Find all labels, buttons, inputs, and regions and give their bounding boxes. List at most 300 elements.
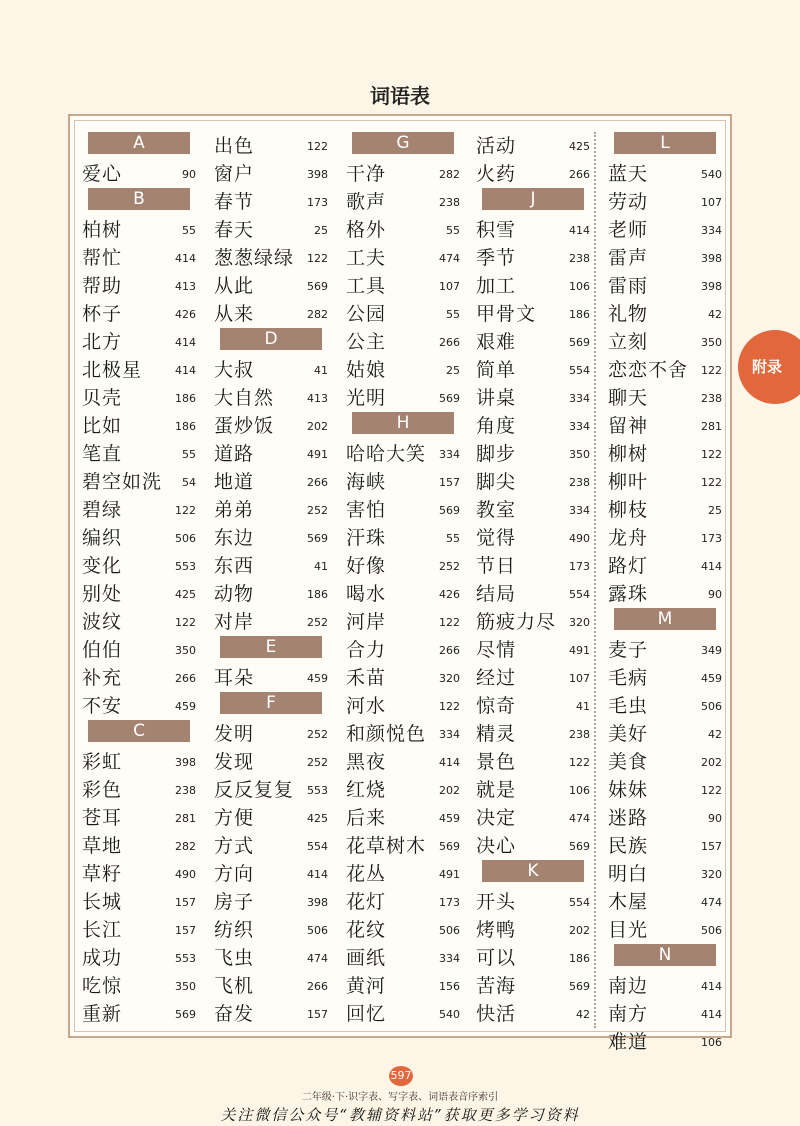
word-entry — [340, 468, 464, 496]
page-ref: 25 — [314, 224, 328, 237]
word-text: 禾苗 — [346, 667, 387, 689]
word-text: 露珠 — [608, 583, 649, 605]
word-text: 苦海 — [476, 975, 517, 997]
word-entry — [76, 524, 200, 552]
word-text: 教室 — [476, 499, 517, 521]
word-text: 变化 — [82, 555, 123, 577]
word-text: 重新 — [82, 1003, 123, 1025]
page-ref: 398 — [307, 168, 328, 181]
word-text: 彩虹 — [82, 751, 123, 773]
word-entry — [470, 496, 594, 524]
word-entry — [340, 244, 464, 272]
word-text: 公主 — [346, 331, 387, 353]
page-ref: 266 — [439, 644, 460, 657]
word-text: 长城 — [82, 891, 123, 913]
word-entry — [208, 608, 332, 636]
word-entry — [76, 888, 200, 916]
letter-header: B — [88, 188, 190, 210]
word-entry — [76, 552, 200, 580]
page-ref: 569 — [569, 980, 590, 993]
word-text: 觉得 — [476, 527, 517, 549]
word-entry — [208, 244, 332, 272]
page-ref: 122 — [175, 504, 196, 517]
word-entry — [470, 160, 594, 188]
page-ref: 55 — [446, 532, 460, 545]
word-text: 编织 — [82, 527, 123, 549]
word-entry — [208, 748, 332, 776]
page-ref: 173 — [439, 896, 460, 909]
word-entry — [602, 636, 726, 664]
word-text: 立刻 — [608, 331, 649, 353]
word-text: 筋疲力尽 — [476, 611, 557, 633]
word-text: 从来 — [214, 303, 255, 325]
word-entry — [340, 272, 464, 300]
word-text: 留神 — [608, 415, 649, 437]
page-ref: 414 — [439, 756, 460, 769]
word-entry — [470, 412, 594, 440]
page-ref: 202 — [439, 784, 460, 797]
word-text: 北极星 — [82, 359, 143, 381]
word-entry — [76, 412, 200, 440]
word-text: 惊奇 — [476, 695, 517, 717]
page-number: 597 — [389, 1066, 413, 1086]
word-text: 节日 — [476, 555, 517, 577]
word-entry — [602, 776, 726, 804]
word-entry — [76, 244, 200, 272]
word-text: 害怕 — [346, 499, 387, 521]
word-text: 妹妹 — [608, 779, 649, 801]
appendix-side-tab[interactable]: 附录 — [738, 330, 800, 404]
page-ref: 122 — [701, 364, 722, 377]
word-entry — [470, 832, 594, 860]
page-ref: 282 — [175, 840, 196, 853]
page-ref: 238 — [569, 252, 590, 265]
word-entry — [76, 636, 200, 664]
word-text: 蓝天 — [608, 163, 649, 185]
word-text: 大自然 — [214, 387, 275, 409]
page-ref: 41 — [314, 560, 328, 573]
page-ref: 334 — [569, 504, 590, 517]
word-entry — [340, 636, 464, 664]
word-entry — [340, 160, 464, 188]
word-entry — [340, 328, 464, 356]
page-ref: 459 — [439, 812, 460, 825]
word-entry — [340, 440, 464, 468]
page-ref: 553 — [307, 784, 328, 797]
letter-header: E — [220, 636, 322, 658]
word-entry — [208, 216, 332, 244]
page-ref: 41 — [314, 364, 328, 377]
word-text: 贝壳 — [82, 387, 123, 409]
page-ref: 55 — [182, 448, 196, 461]
word-text: 别处 — [82, 583, 123, 605]
word-entry — [340, 916, 464, 944]
word-text: 不安 — [82, 695, 123, 717]
page-ref: 350 — [175, 644, 196, 657]
word-text: 南边 — [608, 975, 649, 997]
word-text: 纺织 — [214, 919, 255, 941]
letter-header: K — [482, 860, 584, 882]
word-entry — [340, 972, 464, 1000]
page-ref: 266 — [569, 168, 590, 181]
word-text: 东边 — [214, 527, 255, 549]
page-ref: 414 — [307, 868, 328, 881]
word-text: 成功 — [82, 947, 123, 969]
page-ref: 122 — [439, 700, 460, 713]
letter-header: M — [614, 608, 716, 630]
page-ref: 506 — [307, 924, 328, 937]
footer-caption: 二年级·下·识字表、写字表、词语表音序索引 — [301, 1092, 499, 1103]
page-ref: 459 — [175, 700, 196, 713]
page-ref: 54 — [182, 476, 196, 489]
word-entry — [602, 188, 726, 216]
word-entry — [208, 888, 332, 916]
word-text: 花灯 — [346, 891, 387, 913]
word-entry — [340, 356, 464, 384]
word-text: 歌声 — [346, 191, 387, 213]
word-entry — [470, 972, 594, 1000]
page-ref: 569 — [307, 280, 328, 293]
word-entry — [208, 664, 332, 692]
letter-header: N — [614, 944, 716, 966]
word-text: 笔直 — [82, 443, 123, 465]
word-text: 可以 — [476, 947, 517, 969]
word-entry — [470, 636, 594, 664]
word-entry — [340, 1000, 464, 1028]
word-text: 活动 — [476, 135, 517, 157]
word-text: 飞虫 — [214, 947, 255, 969]
word-text: 火药 — [476, 163, 517, 185]
page-ref: 398 — [701, 280, 722, 293]
page-ref: 398 — [307, 896, 328, 909]
word-entry — [340, 664, 464, 692]
word-text: 喝水 — [346, 583, 387, 605]
word-entry — [470, 776, 594, 804]
word-entry — [340, 384, 464, 412]
word-text: 东西 — [214, 555, 255, 577]
word-entry — [470, 356, 594, 384]
page-ref: 252 — [439, 560, 460, 573]
page-ref: 553 — [175, 560, 196, 573]
word-text: 艰难 — [476, 331, 517, 353]
page-ref: 425 — [569, 140, 590, 153]
word-entry — [76, 1000, 200, 1028]
page-ref: 202 — [569, 924, 590, 937]
page-ref: 266 — [307, 980, 328, 993]
letter-header: C — [88, 720, 190, 742]
word-entry — [340, 552, 464, 580]
word-entry — [602, 720, 726, 748]
page-ref: 569 — [569, 336, 590, 349]
word-entry — [602, 384, 726, 412]
word-text: 龙舟 — [608, 527, 649, 549]
word-text: 吃惊 — [82, 975, 123, 997]
word-entry — [602, 272, 726, 300]
word-text: 毛病 — [608, 667, 649, 689]
word-text: 讲桌 — [476, 387, 517, 409]
word-text: 碧绿 — [82, 499, 123, 521]
word-entry — [470, 1000, 594, 1028]
word-text: 从此 — [214, 275, 255, 297]
word-text: 草地 — [82, 835, 123, 857]
word-text: 房子 — [214, 891, 255, 913]
word-text: 聊天 — [608, 387, 649, 409]
word-text: 杯子 — [82, 303, 123, 325]
word-text: 出色 — [214, 135, 255, 157]
word-text: 伯伯 — [82, 639, 123, 661]
word-entry — [470, 608, 594, 636]
word-text: 花草树木 — [346, 835, 427, 857]
word-entry — [208, 188, 332, 216]
word-entry — [76, 328, 200, 356]
word-text: 光明 — [346, 387, 387, 409]
page-ref: 55 — [446, 308, 460, 321]
word-text: 经过 — [476, 667, 517, 689]
word-text: 帮忙 — [82, 247, 123, 269]
page-ref: 413 — [307, 392, 328, 405]
page-ref: 491 — [569, 644, 590, 657]
word-text: 目光 — [608, 919, 649, 941]
word-text: 烤鸭 — [476, 919, 517, 941]
word-text: 就是 — [476, 779, 517, 801]
word-text: 脚尖 — [476, 471, 517, 493]
word-text: 对岸 — [214, 611, 255, 633]
page-ref: 540 — [701, 168, 722, 181]
word-entry — [76, 160, 200, 188]
word-text: 难道 — [608, 1031, 649, 1053]
word-text: 路灯 — [608, 555, 649, 577]
word-text: 碧空如洗 — [82, 471, 163, 493]
page-ref: 506 — [175, 532, 196, 545]
word-text: 和颜悦色 — [346, 723, 427, 745]
word-text: 柳叶 — [608, 471, 649, 493]
word-text: 反反复复 — [214, 779, 295, 801]
page-ref: 474 — [701, 896, 722, 909]
page-ref: 42 — [708, 308, 722, 321]
word-entry — [208, 776, 332, 804]
letter-header: H — [352, 412, 454, 434]
word-entry — [602, 328, 726, 356]
word-text: 蛋炒饭 — [214, 415, 275, 437]
word-entry — [470, 944, 594, 972]
page-ref: 173 — [569, 560, 590, 573]
page-ref: 414 — [701, 560, 722, 573]
page-ref: 186 — [175, 420, 196, 433]
word-entry — [76, 692, 200, 720]
word-entry — [470, 748, 594, 776]
page-ref: 157 — [307, 1008, 328, 1021]
word-text: 后来 — [346, 807, 387, 829]
page-ref: 106 — [569, 280, 590, 293]
word-entry — [208, 832, 332, 860]
page-ref: 42 — [576, 1008, 590, 1021]
word-entry — [602, 412, 726, 440]
word-entry — [76, 944, 200, 972]
page-ref: 554 — [569, 896, 590, 909]
word-entry — [208, 916, 332, 944]
page-ref: 186 — [175, 392, 196, 405]
word-text: 工夫 — [346, 247, 387, 269]
word-text: 美食 — [608, 751, 649, 773]
word-entry — [76, 496, 200, 524]
page-ref: 490 — [175, 868, 196, 881]
word-text: 加工 — [476, 275, 517, 297]
word-text: 地道 — [214, 471, 255, 493]
word-text: 帮助 — [82, 275, 123, 297]
word-text: 明白 — [608, 863, 649, 885]
page-ref: 320 — [701, 868, 722, 881]
word-entry — [602, 748, 726, 776]
word-text: 补充 — [82, 667, 123, 689]
word-text: 麦子 — [608, 639, 649, 661]
page-ref: 186 — [569, 952, 590, 965]
word-text: 黑夜 — [346, 751, 387, 773]
page-ref: 122 — [307, 252, 328, 265]
page-ref: 569 — [175, 1008, 196, 1021]
letter-header: L — [614, 132, 716, 154]
word-text: 恋恋不舍 — [608, 359, 689, 381]
word-column-1 — [76, 132, 200, 1028]
page-ref: 554 — [569, 588, 590, 601]
word-text: 干净 — [346, 163, 387, 185]
page-ref: 238 — [439, 196, 460, 209]
word-entry — [76, 972, 200, 1000]
word-table-frame — [68, 114, 732, 1053]
page-ref: 350 — [175, 980, 196, 993]
word-text: 姑娘 — [346, 359, 387, 381]
page-ref: 252 — [307, 616, 328, 629]
page-ref: 281 — [701, 420, 722, 433]
word-text: 景色 — [476, 751, 517, 773]
word-entry — [208, 972, 332, 1000]
word-text: 精灵 — [476, 723, 517, 745]
word-text: 合力 — [346, 639, 387, 661]
word-text: 大叔 — [214, 359, 255, 381]
word-entry — [602, 216, 726, 244]
word-entry — [470, 524, 594, 552]
word-text: 美好 — [608, 723, 649, 745]
word-text: 快活 — [476, 1003, 517, 1025]
page-ref: 398 — [175, 756, 196, 769]
word-entry — [76, 832, 200, 860]
word-entry — [340, 188, 464, 216]
word-text: 尽情 — [476, 639, 517, 661]
page-ref: 282 — [307, 308, 328, 321]
word-entry — [208, 860, 332, 888]
word-entry — [76, 776, 200, 804]
word-text: 动物 — [214, 583, 255, 605]
word-entry — [602, 916, 726, 944]
word-entry — [340, 860, 464, 888]
page-ref: 186 — [307, 588, 328, 601]
page-ref: 281 — [175, 812, 196, 825]
word-entry — [470, 916, 594, 944]
page-ref: 459 — [307, 672, 328, 685]
word-text: 甲骨文 — [476, 303, 537, 325]
page-ref: 553 — [175, 952, 196, 965]
word-text: 汗珠 — [346, 527, 387, 549]
page-ref: 414 — [175, 364, 196, 377]
page-ref: 202 — [701, 756, 722, 769]
page-ref: 414 — [175, 336, 196, 349]
word-text: 迷路 — [608, 807, 649, 829]
word-text: 河水 — [346, 695, 387, 717]
page-ref: 459 — [701, 672, 722, 685]
page-ref: 157 — [439, 476, 460, 489]
word-text: 飞机 — [214, 975, 255, 997]
word-text: 方向 — [214, 863, 255, 885]
word-text: 脚步 — [476, 443, 517, 465]
word-text: 道路 — [214, 443, 255, 465]
word-entry — [340, 692, 464, 720]
word-entry — [340, 832, 464, 860]
word-text: 黄河 — [346, 975, 387, 997]
word-text: 发现 — [214, 751, 255, 773]
word-column-3 — [340, 132, 464, 1028]
word-entry — [76, 440, 200, 468]
word-text: 画纸 — [346, 947, 387, 969]
word-entry — [470, 552, 594, 580]
word-text: 工具 — [346, 275, 387, 297]
page-ref: 474 — [569, 812, 590, 825]
word-column-2 — [208, 132, 332, 1028]
page-ref: 540 — [439, 1008, 460, 1021]
page-ref: 173 — [701, 532, 722, 545]
word-entry — [340, 300, 464, 328]
word-entry — [208, 496, 332, 524]
word-text: 雷声 — [608, 247, 649, 269]
word-entry — [470, 804, 594, 832]
word-entry — [208, 272, 332, 300]
word-entry — [208, 720, 332, 748]
word-text: 南方 — [608, 1003, 649, 1025]
page-title: 词语表 — [370, 84, 430, 108]
page-ref: 569 — [439, 504, 460, 517]
page-ref: 90 — [182, 168, 196, 181]
word-text: 礼物 — [608, 303, 649, 325]
word-entry — [208, 160, 332, 188]
word-entry — [602, 524, 726, 552]
word-entry — [340, 608, 464, 636]
word-text: 波纹 — [82, 611, 123, 633]
word-text: 爱心 — [82, 163, 123, 185]
word-text: 柳树 — [608, 443, 649, 465]
page-ref: 554 — [569, 364, 590, 377]
word-text: 格外 — [346, 219, 387, 241]
word-entry — [76, 300, 200, 328]
page-ref: 413 — [175, 280, 196, 293]
word-entry — [208, 132, 332, 160]
word-text: 发明 — [214, 723, 255, 745]
word-entry — [602, 244, 726, 272]
word-entry — [208, 356, 332, 384]
word-text: 弟弟 — [214, 499, 255, 521]
word-text: 方式 — [214, 835, 255, 857]
word-entry — [470, 328, 594, 356]
page-ref: 506 — [701, 924, 722, 937]
word-text: 花纹 — [346, 919, 387, 941]
page-ref: 106 — [569, 784, 590, 797]
word-entry — [602, 356, 726, 384]
page-ref: 122 — [701, 784, 722, 797]
word-entry — [340, 944, 464, 972]
page-ref: 238 — [569, 476, 590, 489]
page-ref: 90 — [708, 588, 722, 601]
page-ref: 569 — [439, 392, 460, 405]
word-entry — [208, 300, 332, 328]
word-entry — [208, 412, 332, 440]
word-text: 毛虫 — [608, 695, 649, 717]
